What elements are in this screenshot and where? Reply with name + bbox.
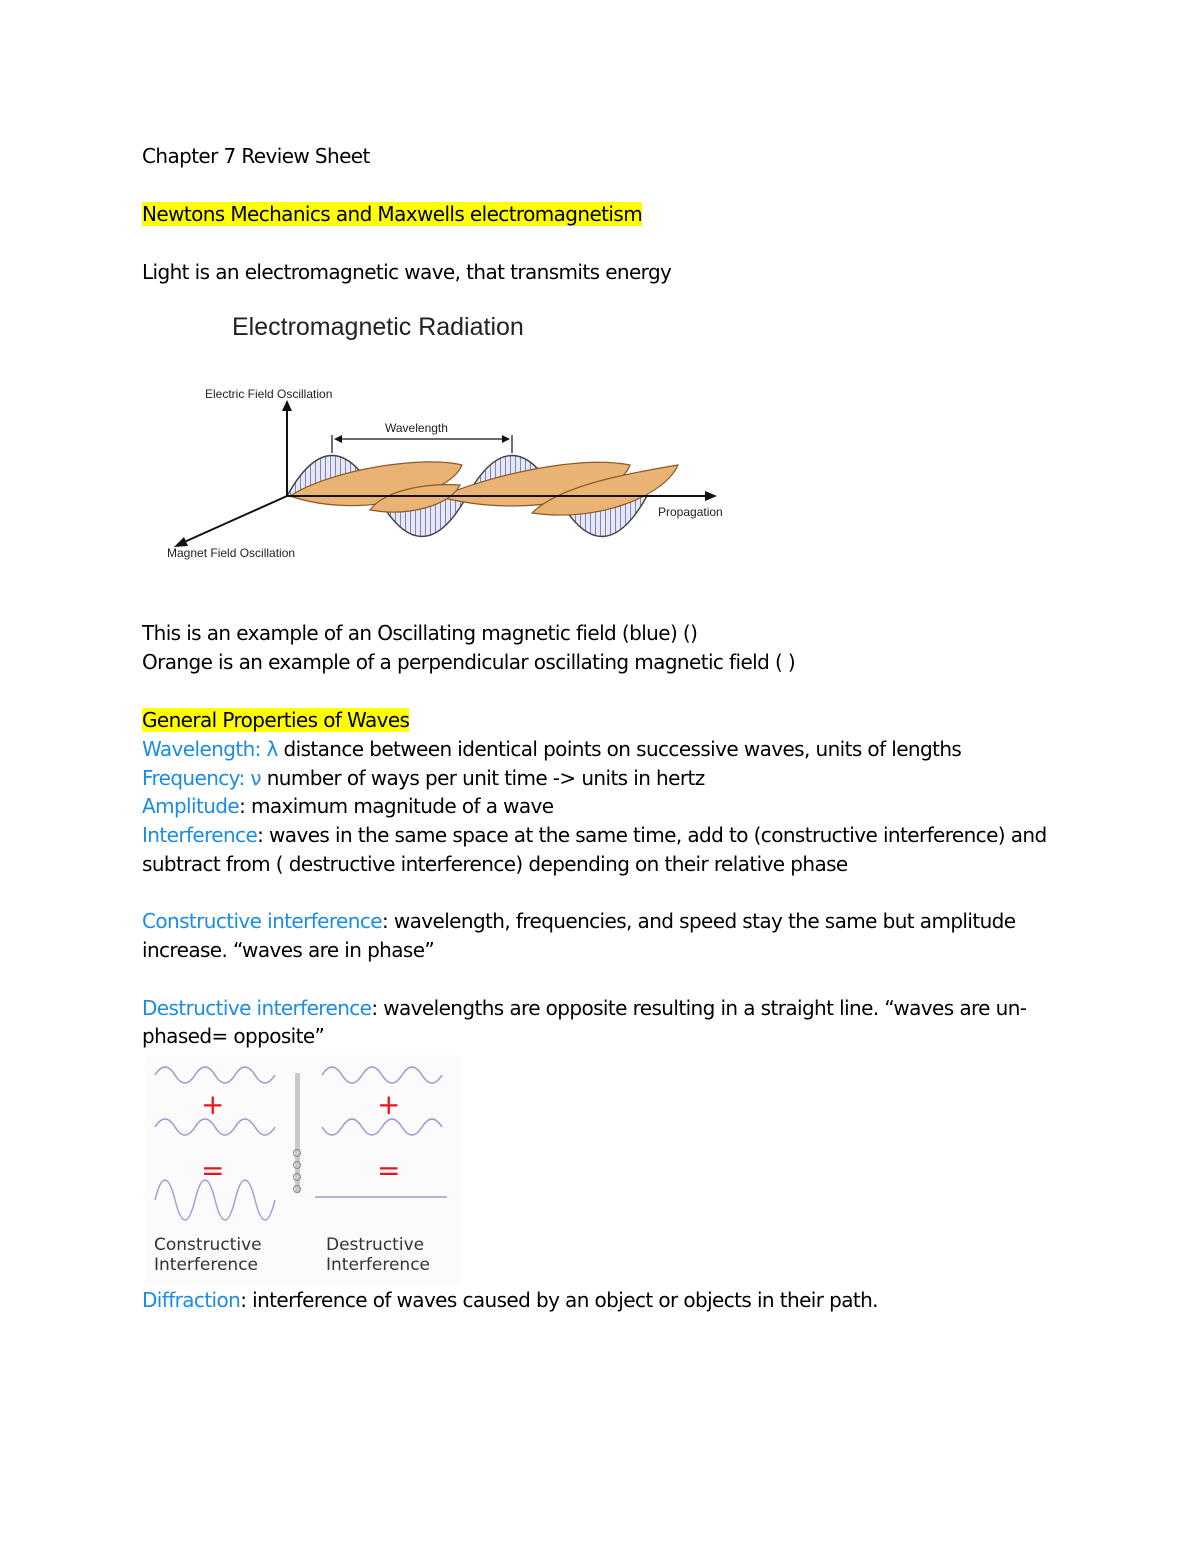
section-heading-newton-maxwell <box>142 200 642 228</box>
definition-constructive: : wavelength, frequencies, and speed stay the same but amplitude <box>381 909 1016 933</box>
figure-description-blue: This is an example of an Oscillating magnetic field (blue) () <box>142 621 698 645</box>
definition-amplitude: : maximum magnitude of a wave <box>239 794 554 818</box>
diffraction-definition <box>142 1286 878 1314</box>
constructive-interference <box>142 907 1015 935</box>
electric-field-label: Electric Field Oscillation <box>205 387 333 401</box>
page-title: Chapter 7 Review Sheet <box>142 144 370 168</box>
magnetic-field-label: Magnet Field Oscillation <box>167 546 296 560</box>
em-radiation-figure <box>160 305 760 575</box>
plus-operator: + <box>201 1088 225 1121</box>
property-amplitude <box>142 792 553 820</box>
equals-operator: = <box>377 1154 401 1187</box>
heading-highlight: Newtons Mechanics and Maxwells electromagnetism <box>142 202 643 226</box>
definition-wavelength: distance between identical points on successive waves, units of lengths <box>277 737 962 761</box>
constructive-label-2: Interference <box>154 1255 259 1275</box>
destructive-interference <box>142 994 1026 1022</box>
intro-sentence: Light is an electromagnetic wave, that transmits energy <box>142 260 672 284</box>
em-figure-title: Electromagnetic Radiation <box>232 313 524 341</box>
figure-description-orange: Orange is an example of a perpendicular oscillating magnetic field ( ) <box>142 650 796 674</box>
destructive-interference-cont: phased= opposite” <box>142 1024 325 1048</box>
definition-frequency: number of ways per unit time -> units in hertz <box>260 766 705 790</box>
plus-operator: + <box>377 1088 401 1121</box>
wavelength-label: Wavelength <box>385 421 448 435</box>
definition-interference: : waves in the same space at the same time, add to (constructive interference) and <box>257 823 1047 847</box>
magnetic-axis <box>182 496 287 543</box>
propagation-label: Propagation <box>658 505 723 519</box>
definition-diffraction: : interference of waves caused by an object or objects in their path. <box>240 1288 878 1312</box>
property-interference-cont: subtract from ( destructive interference) depending on their relative phase <box>142 852 848 876</box>
term-constructive: Constructive interference <box>142 909 382 933</box>
destructive-label-1: Destructive <box>326 1235 425 1255</box>
property-frequency <box>142 764 705 792</box>
property-wavelength <box>142 735 961 763</box>
equals-operator: = <box>201 1154 225 1187</box>
constructive-interference-cont: increase. “waves are in phase” <box>142 938 435 962</box>
term-frequency: Frequency: ν <box>142 766 261 790</box>
heading-highlight: General Properties of Waves <box>142 708 410 732</box>
definition-destructive: : wavelengths are opposite resulting in a straight line. “waves are un- <box>371 996 1027 1020</box>
section-heading-wave-properties <box>142 706 409 734</box>
term-diffraction: Diffraction <box>142 1288 241 1312</box>
destructive-label-2: Interference <box>326 1255 431 1275</box>
property-interference <box>142 821 1047 849</box>
interference-figure <box>145 1055 460 1285</box>
term-interference: Interference <box>142 823 258 847</box>
term-wavelength: Wavelength: λ <box>142 737 278 761</box>
constructive-label-1: Constructive <box>154 1235 262 1255</box>
term-destructive: Destructive interference <box>142 996 372 1020</box>
term-amplitude: Amplitude <box>142 794 240 818</box>
